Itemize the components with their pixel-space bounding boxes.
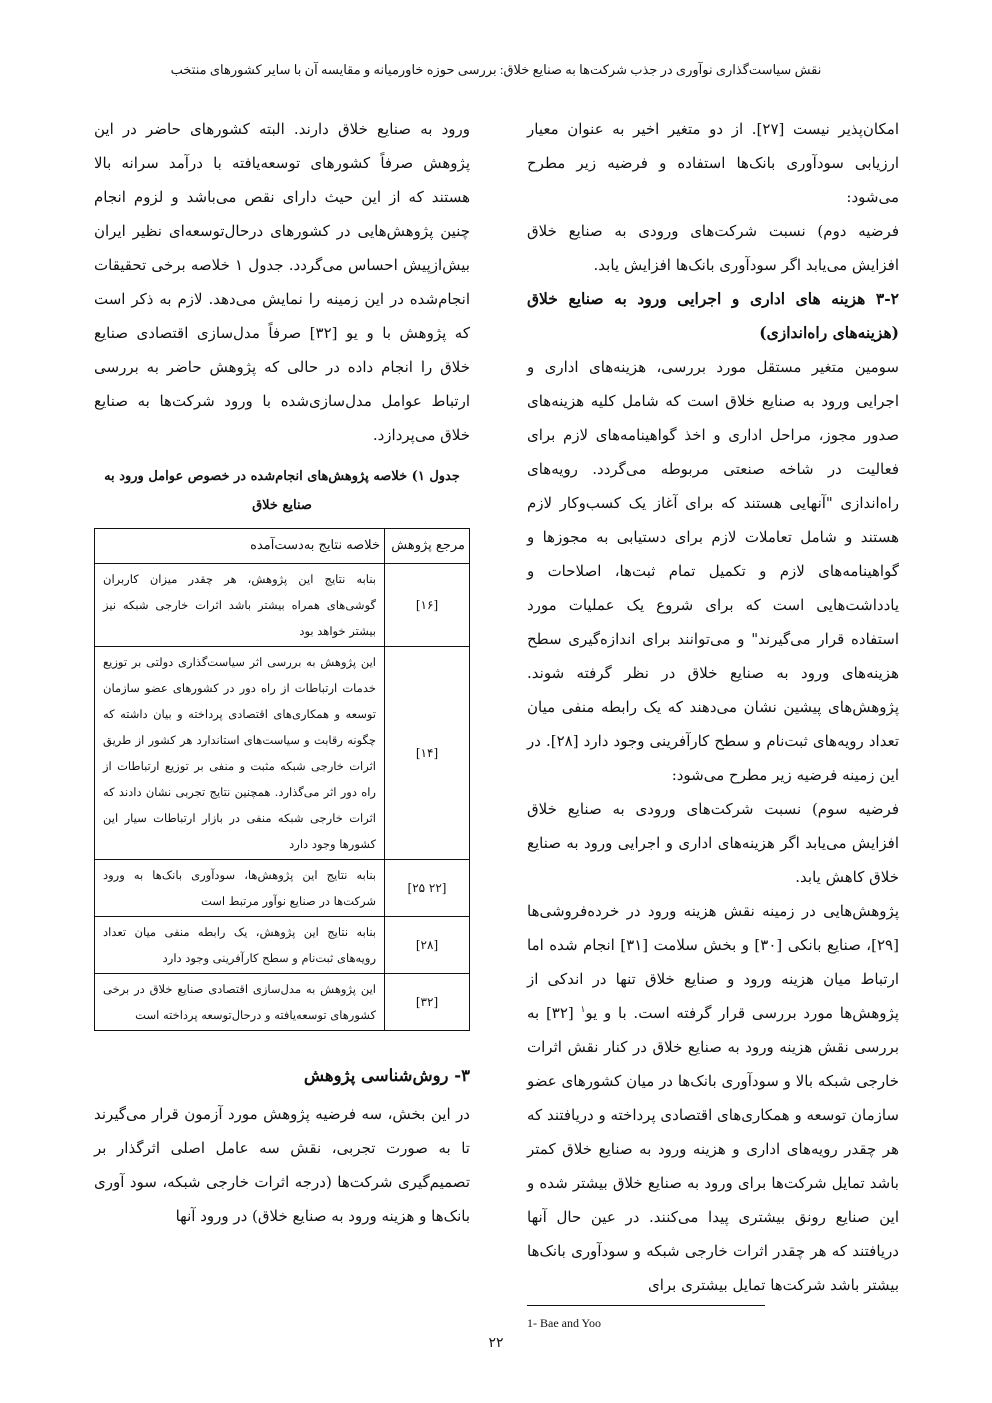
paragraph-part: [۳۲] به بررسی نقش هزینه ورود به صنایع خلاق در کنار نقش اثرات خارجی شبکه بالا و سودآوری بانک‌ها در میان کشورهای عضو سازمان توسعه و همکاری‌های اقتصادی پرداخته و دریافتند که هر چقدر رویه‌های اداری و هزینه ورود به صنایع خلاق کمتر باشد تمایل شرکت‌ها برای ورود به صنایع خلاق بیشتر شده و این صنایع رونق بیشتری پیدا می‌کنند. در عین حال آنها دریافتند که هر چقدر اثرات خارجی شبکه و سودآوری بانک‌ها بیشتر باشد شرکت‌ها تمایل بیشتری برای [527, 1004, 899, 1294]
subheading-3-2: ۳-۲ هزینه های اداری و اجرایی ورود به صنایع خلاق (هزینه‌های راه‌اندازی) [527, 289, 899, 342]
paragraph: در این بخش، سه فرضیه پژوهش مورد آزمون قرار می‌گیرند تا به صورت تجربی، نقش سه عامل اصلی اثرگذار بر تصمیم‌گیری شرکت‌ها (درجه اثرات خارجی شبکه، سود آوری بانک‌ها و هزینه ورود به صنایع خلاق) در ورود آنها [94, 1105, 470, 1225]
header-ref: مرجع پژوهش [385, 529, 470, 564]
right-column [527, 112, 899, 1302]
section-title: ۳- روش‌شناسی پژوهش [303, 1066, 470, 1085]
paragraph-part: پژوهش‌هایی در زمینه نقش هزینه ورود در خرده‌فروشی‌ها [۲۹]، صنایع بانکی [۳۰] و بخش سلامت [۳۱] انجام شده اما ارتباط میان هزینه ورود و صنایع خلاق تنها در اندکی از پژوهش‌ها مورد بررسی قرار گرفته است. با و یو [527, 902, 899, 1022]
cell-ref: [۱۶] [385, 564, 470, 647]
table-caption: جدول ۱) خلاصه پژوهش‌های انجام‌شده در خصوص عوامل ورود به صنایع خلاق [104, 469, 460, 513]
footnote-marker: ۱ [580, 1005, 586, 1015]
header-summary: خلاصه نتایج به‌دست‌آمده [95, 529, 385, 564]
cell-ref: [۳۲] [385, 974, 470, 1031]
table-row [95, 860, 470, 917]
paragraph: سومین متغیر مستقل مورد بررسی، هزینه‌های اداری و اجرایی ورود به صنایع خلاق است که شامل کلیه هزینه‌های صدور مجوز، مراحل اداری و اخذ گواهینامه‌های لازم برای فعالیت در شاخه صنعتی مربوطه می‌گردد. رویه‌های راه‌اندازی "آنهایی هستند که برای آغاز یک کسب‌وکار لازم هستند و شامل تعاملات لازم برای دستیابی به مجوزها و گواهینامه‌های لازم و تکمیل تمام ثبت‌ها، اصلاحات و یادداشت‌هایی است که برای شروع یک عملیات مورد استفاده قرار می‌گیرند" و می‌توانند برای اندازه‌گیری سطح هزینه‌های ورود به صنایع خلاق در نظر گرفته شوند. پژوهش‌های پیشین نشان می‌دهند که یک رابطه منفی میان تعداد رویه‌های ثبت‌نام و سطح کارآفرینی وجود دارد [۲۸]. در این زمینه فرضیه زیر مطرح می‌شود: [527, 358, 899, 784]
table-row [95, 974, 470, 1031]
page-number: ۲۲ [488, 1335, 504, 1351]
footnote: 1- Bae and Yoo [527, 1316, 601, 1330]
cell-ref: [۲۲ ۲۵] [385, 860, 470, 917]
table-row [95, 564, 470, 647]
cell-ref: [۲۸] [385, 917, 470, 974]
hypothesis-3: فرضیه سوم) نسبت شرکت‌های ورودی به صنایع خلاق افزایش می‌یابد اگر هزینه‌های اداری و اجرایی ورود به صنایع خلاق کاهش یابد. [527, 800, 899, 886]
cell-summary: بنابه نتایج این پژوهش، هر چقدر میزان کاربران گوشی‌های همراه بیشتر باشد اثرات خارجی شبکه نیز بیشتر خواهد بود [95, 564, 385, 647]
running-header: نقش سیاست‌گذاری نوآوری در جذب شرکت‌ها به صنایع خلاق: بررسی حوزه خاورمیانه و مقایسه آن با سایر کشورهای منتخب [170, 62, 822, 77]
summary-table [94, 528, 470, 1031]
cell-ref: [۱۴] [385, 647, 470, 860]
table-row [95, 647, 470, 860]
cell-summary: این پژوهش به مدل‌سازی اقتصادی صنایع خلاق در برخی کشورهای توسعه‌یافته و درحال‌توسعه پرداخته است [95, 974, 385, 1031]
paragraph [527, 894, 899, 1302]
cell-summary: این پژوهش به بررسی اثر سیاست‌گذاری دولتی بر توزیع خدمات ارتباطات از راه دور در کشورهای عضو سازمان توسعه و همکاری‌های اقتصادی پرداخته و بیان داشته که چگونه رقابت و سیاست‌های استاندارد هر کشور از طریق اثرات خارجی شبکه مثبت و منفی بر توزیع ارتباطات از راه دور اثر می‌گذارد. همچنین نتایج تجربی نشان دادند که اثرات خارجی شبکه منفی در بازار ارتباطات سیار این کشورها وجود دارد [95, 647, 385, 860]
paragraph: امکان‌پذیر نیست [۲۷]. از دو متغیر اخیر به عنوان معیار ارزیابی سودآوری بانک‌ها استفاده و فرضیه زیر مطرح می‌شود: [527, 120, 899, 206]
cell-summary: بنابه نتایج این پژوهش، یک رابطه منفی میان تعداد رویه‌های ثبت‌نام و سطح کارآفرینی وجود دارد [95, 917, 385, 974]
table-header-row [95, 529, 470, 564]
table-row [95, 917, 470, 974]
cell-summary: بنابه نتایج این پژوهش‌ها، سودآوری بانک‌ها به ورود شرکت‌ها در صنایع نوآور مرتبط است [95, 860, 385, 917]
left-column [94, 112, 470, 1233]
footnote-divider [527, 1305, 765, 1306]
paragraph: ورود به صنایع خلاق دارند. البته کشورهای حاضر در این پژوهش صرفاً کشورهای توسعه‌یافته با درآمد سرانه بالا هستند که از این حیث دارای نقص می‌باشد و لزوم انجام چنین پژوهش‌هایی در کشورهای درحال‌توسعه‌ای نظیر ایران بیش‌ازپیش احساس می‌گردد. جدول ۱ خلاصه برخی تحقیقات انجام‌شده در این زمینه را نمایش می‌دهد. لازم به ذکر است که پژوهش با و یو [۳۲] صرفاً مدل‌سازی اقتصادی صنایع خلاق را انجام داده در حالی که پژوهش حاضر به بررسی ارتباط عوامل مدل‌سازی‌شده با ورود شرکت‌ها به صنایع خلاق می‌پردازد. [94, 120, 470, 444]
hypothesis-2: فرضیه دوم) نسبت شرکت‌های ورودی به صنایع خلاق افزایش می‌یابد اگر سودآوری بانک‌ها افزایش یابد. [527, 222, 899, 274]
